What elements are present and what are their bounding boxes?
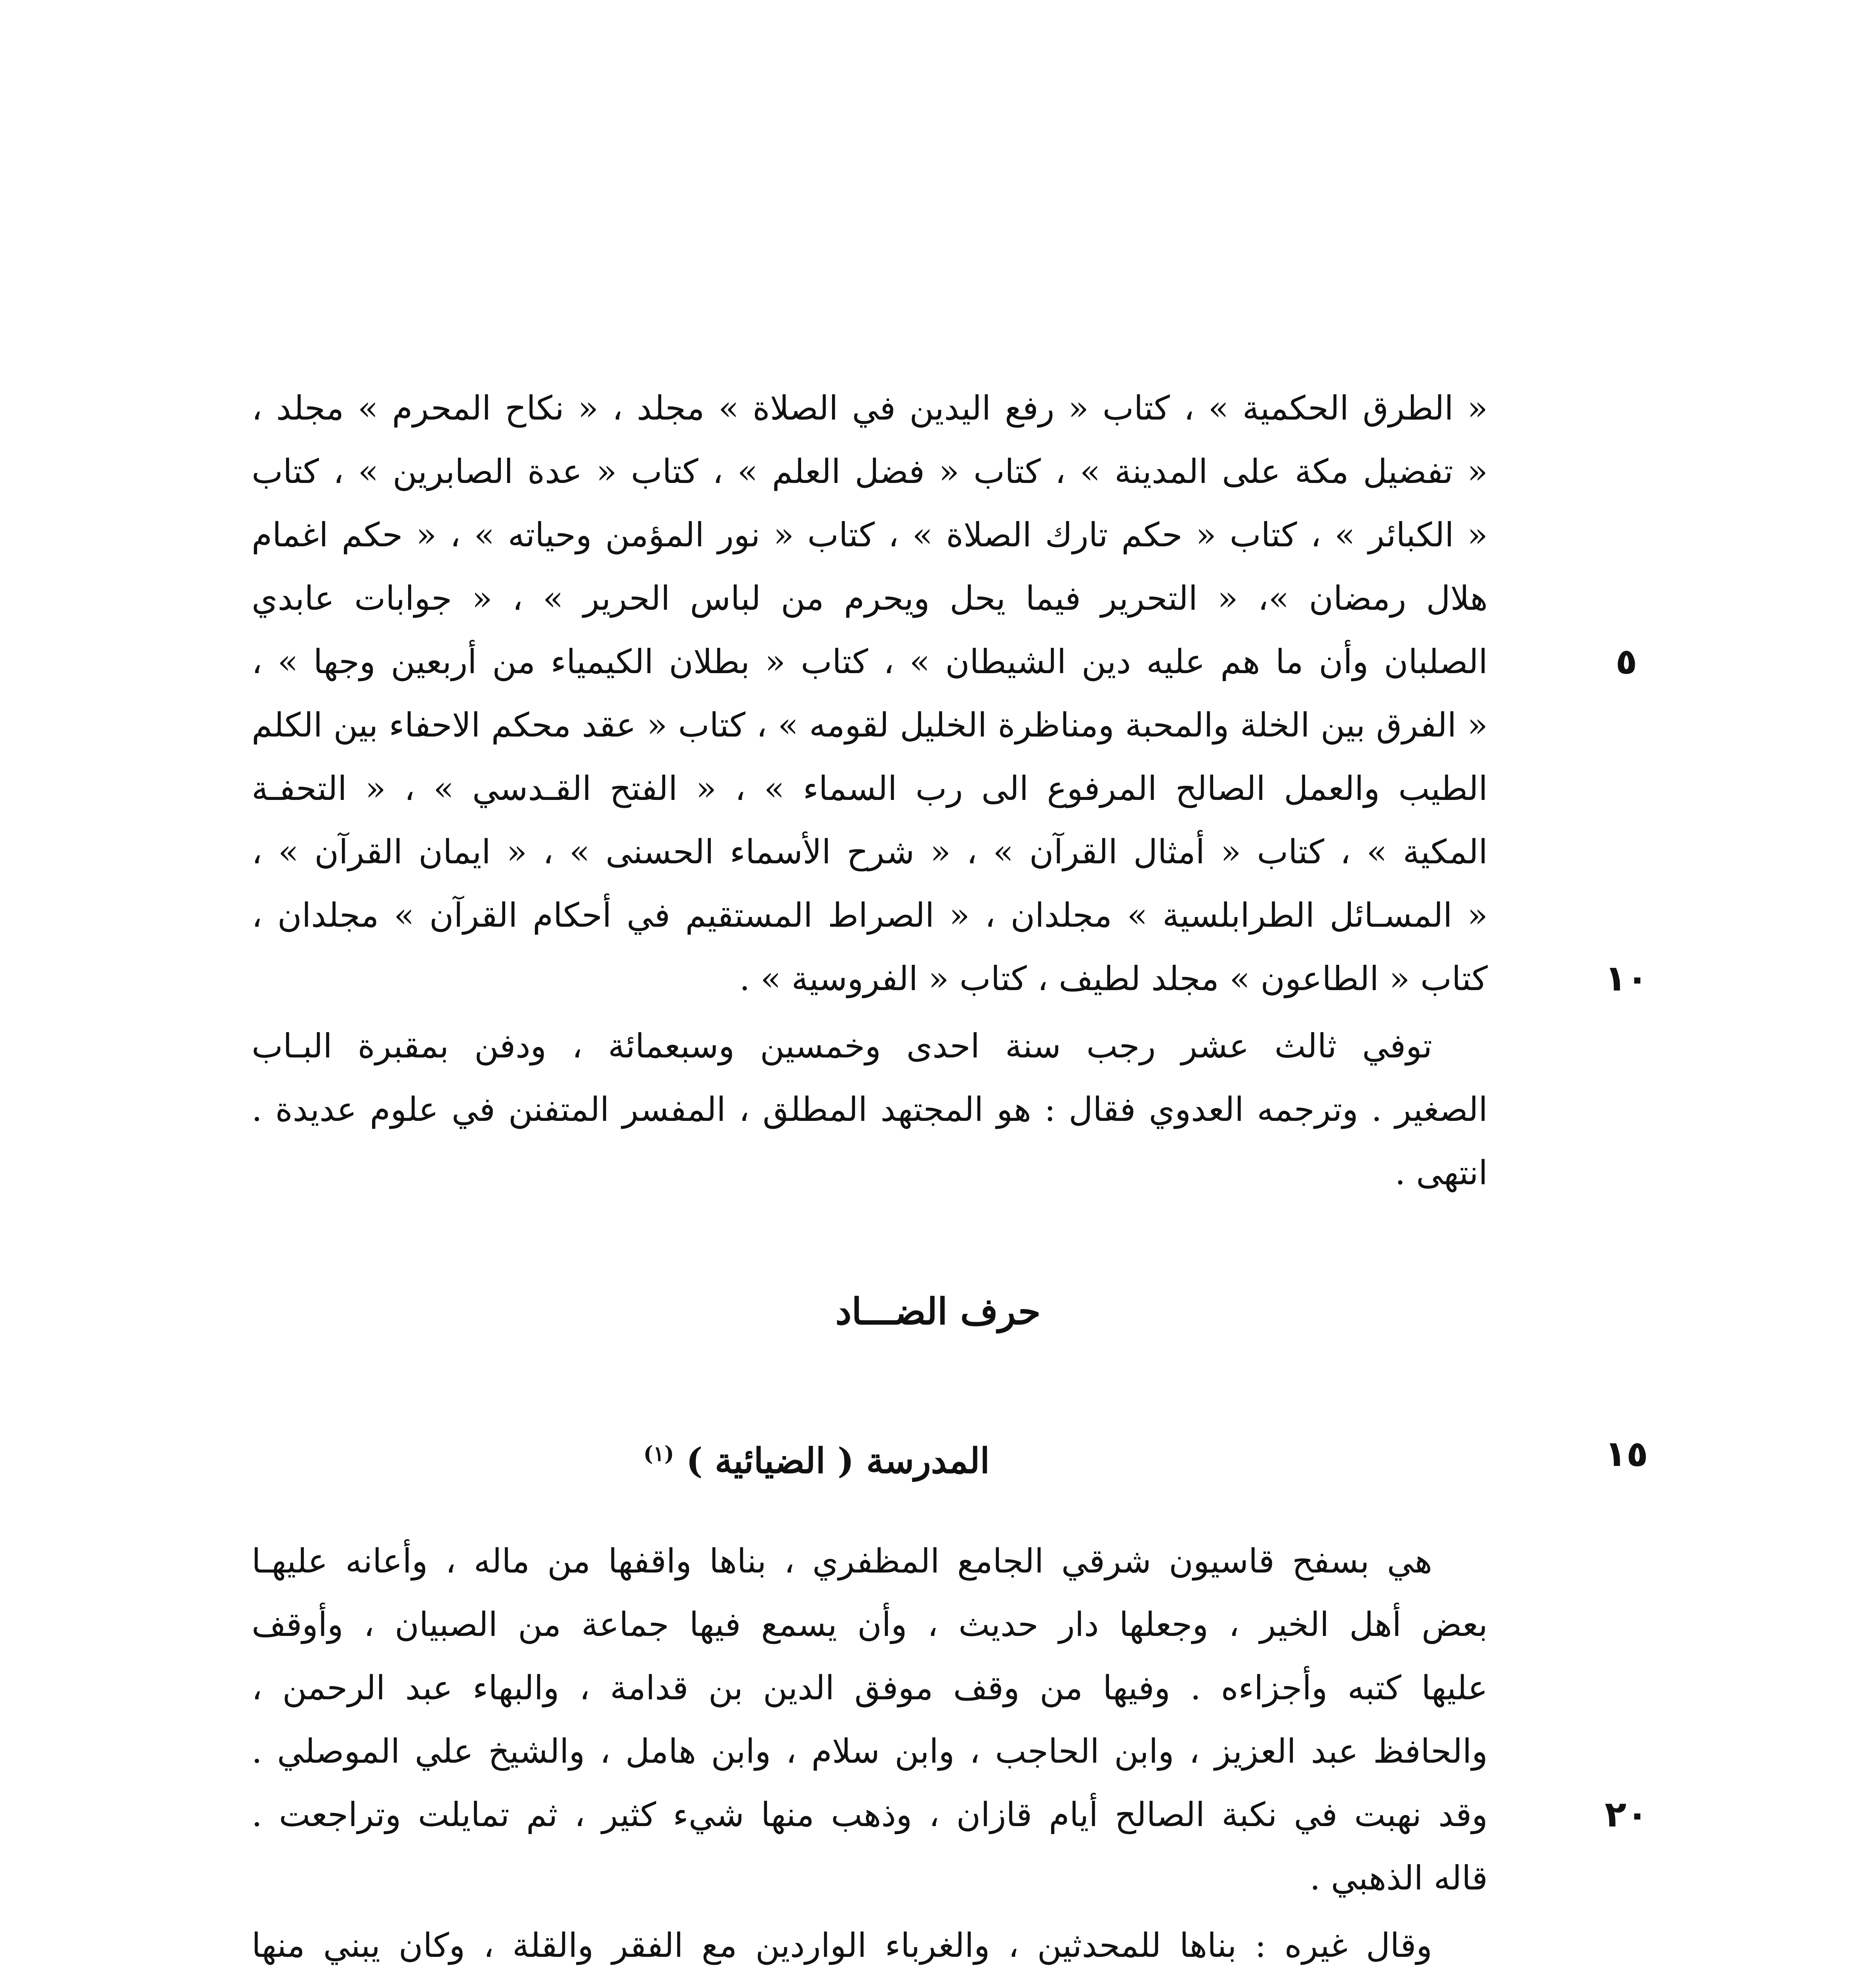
line-number: ١٠	[1605, 958, 1648, 999]
body-text-line: قاله الذهبي .	[1309, 1859, 1488, 1897]
body-text-line: الطيب والعمل الصالح المرفوع الى رب السماء » ، « الفتح القـدسي » ، « التحفـة	[252, 769, 1488, 808]
body-text-line: والحافظ عبد العزيز ، وابن الحاجب ، وابن سلام ، وابن هامل ، والشيخ علي الموصلي .	[252, 1732, 1488, 1771]
body-text-line: عليها كتبه وأجزاءه . وفيها من وقف موفق الدين بن قدامة ، والبهاء عبد الرحمن ،	[252, 1668, 1488, 1707]
body-text-line: هي بسفح قاسيون شرقي الجامع المظفري ، بناها واقفها من ماله ، وأعانه عليهـا	[252, 1542, 1432, 1580]
line-number: ٢٠	[1605, 1794, 1648, 1835]
body-text-line: « الكبائر » ، كتاب « حكم تارك الصلاة » ، كتاب « نور المؤمن وحياته » ، « حكم اغمام	[252, 515, 1488, 554]
body-text-line: الصلبان وأن ما هم عليه دين الشيطان » ، كتاب « بطلان الكيمياء من أربعين وجها » ،	[252, 642, 1488, 681]
body-text-line: « الفرق بين الخلة والمحبة ومناظرة الخليل لقومه » ، كتاب « عقد محكم الاحفاء بين الكلم	[252, 706, 1488, 744]
body-text-line	[252, 1977, 1488, 1981]
line-number: ١٥	[1605, 1433, 1648, 1475]
body-text-line: كتاب « الطاعون » مجلد لطيف ، كتاب « الفروسية » .	[739, 959, 1488, 998]
body-text-line: « المسـائل الطرابلسية » مجلدان ، « الصراط المستقيم في أحكام القرآن » مجلدان ،	[252, 896, 1488, 935]
line-number: ٥	[1615, 641, 1637, 682]
body-text-line: توفي ثالث عشر رجب سنة احدى وخمسين وسبعمائة ، ودفن بمقبرة البـاب	[252, 1027, 1432, 1065]
body-text-line: انتهى .	[1395, 1153, 1488, 1192]
body-text-line: « الطرق الحكمية » ، كتاب « رفع اليدين في الصلاة » مجلد ، « نكاح المحرم » مجلد ،	[252, 389, 1488, 427]
body-text-line: « تفضيل مكة على المدينة » ، كتاب « فضل العلم » ، كتاب « عدة الصابرين » ، كتاب	[252, 452, 1488, 491]
body-text-line: وقال غيره : بناها للمحدثين ، والغرباء الواردين مع الفقر والقلة ، وكان يبني منها	[252, 1926, 1432, 1965]
school-title-text: المدرسة ( الضيائية )	[686, 1440, 990, 1481]
body-text-line: المكية » ، كتاب « أمثال القرآن » ، « شرح الأسماء الحسنى » ، « ايمان القرآن » ،	[252, 832, 1488, 871]
footnote-marker: (١)	[643, 1442, 674, 1466]
body-text-line: بعض أهل الخير ، وجعلها دار حديث ، وأن يسمع فيها جماعة من الصبيان ، وأوقف	[252, 1605, 1488, 1644]
body-text-line: هلال رمضان »، « التحرير فيما يحل ويحرم من لباس الحرير » ، « جوابات عابدي	[252, 579, 1488, 618]
body-text-line: الصغير . وترجمه العدوي فقال : هو المجتهد المطلق ، المفسر المتفنن في علوم عديدة .	[252, 1090, 1488, 1129]
body-text-line: وقد نهبت في نكبة الصالح أيام قازان ، وذهب منها شيء كثير ، ثم تمايلت وتراجعت .	[252, 1795, 1488, 1834]
school-title	[515, 1422, 1109, 1492]
section-heading: حرف الضـــاد	[835, 1290, 1041, 1333]
